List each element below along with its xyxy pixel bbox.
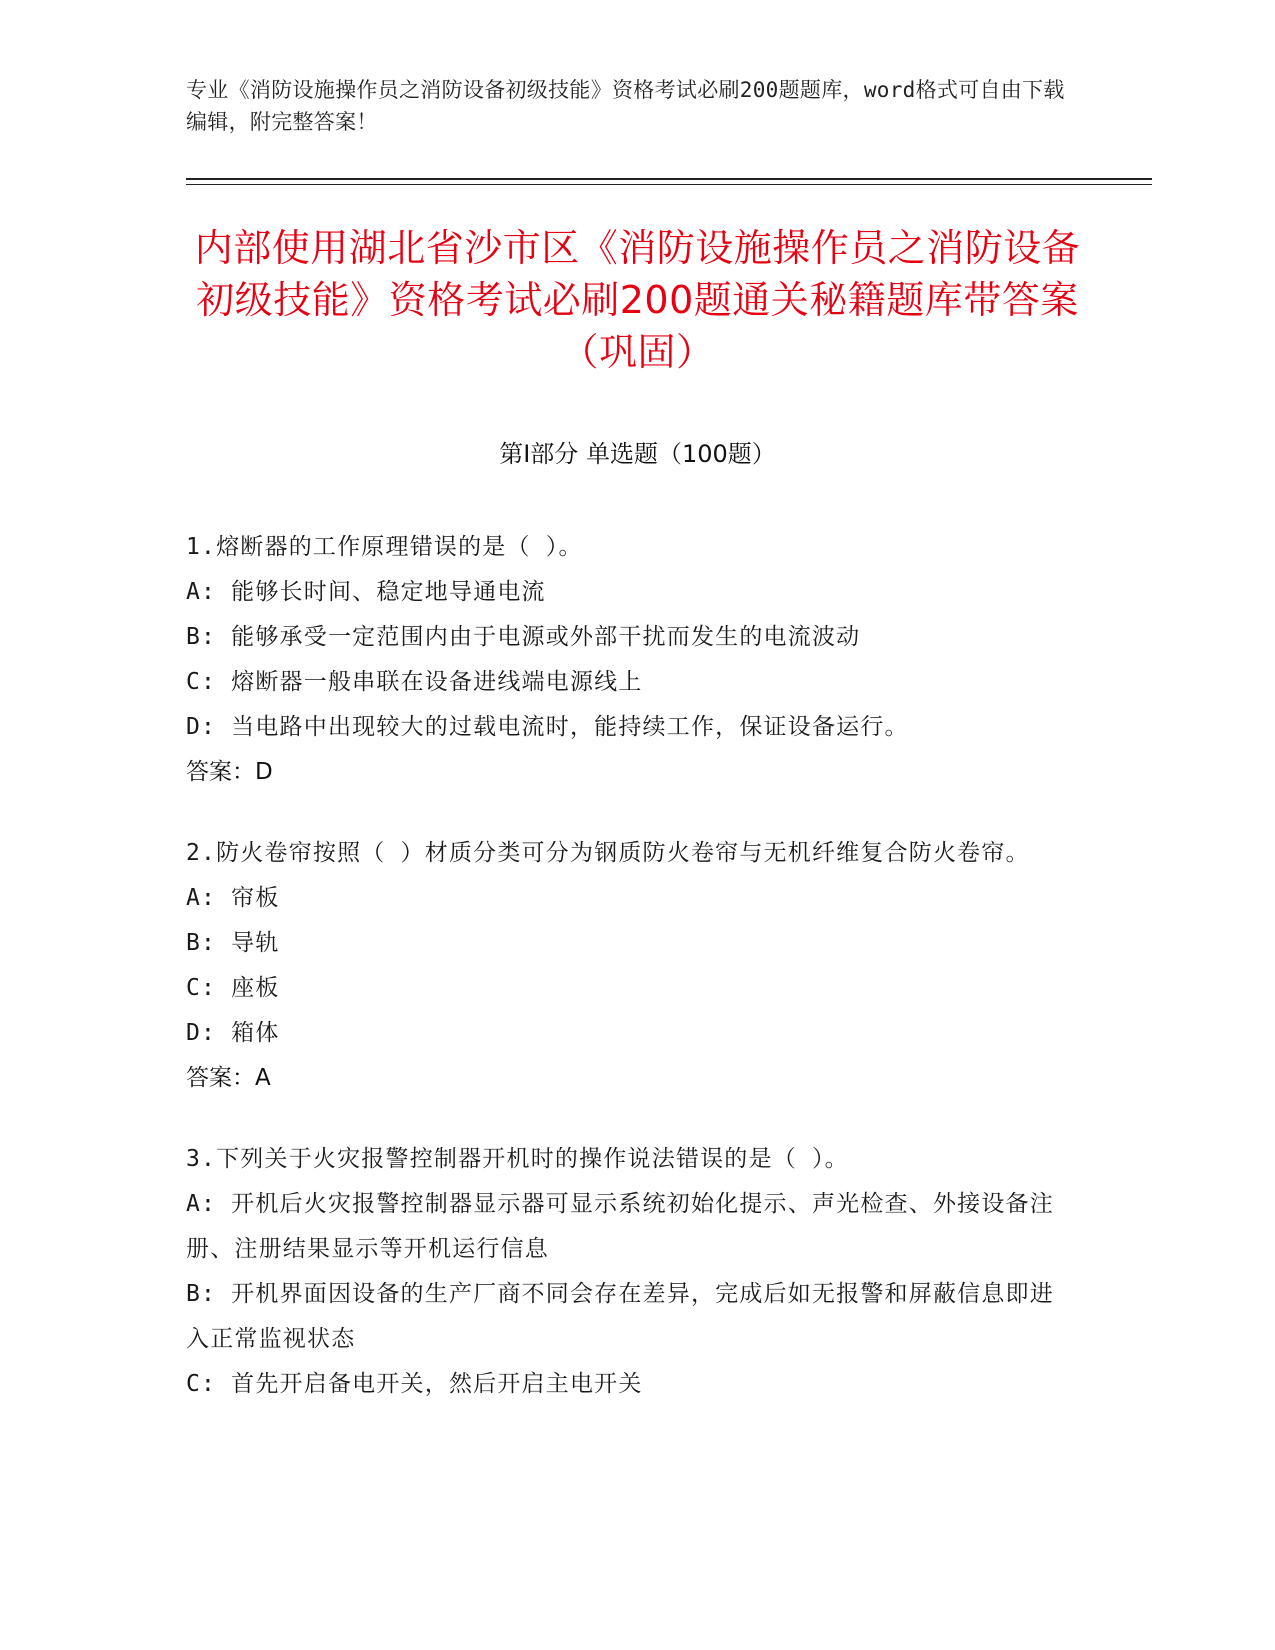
option-d: D: 箱体 [186, 1020, 280, 1046]
answer-line: 答案：D [186, 759, 273, 785]
question-list [186, 525, 1076, 1443]
header-divider [186, 178, 1152, 180]
section-heading: 第Ⅰ部分 单选题（100题） [499, 440, 776, 468]
option-c: C: 座板 [186, 975, 280, 1001]
question-stem: 3.下列关于火灾报警控制器开机时的操作说法错误的是（ ）。 [186, 1146, 849, 1172]
answer-line: 答案：A [186, 1065, 271, 1091]
question-stem: 1.熔断器的工作原理错误的是（ ）。 [186, 534, 583, 560]
option-d: D: 当电路中出现较大的过载电流时，能持续工作，保证设备运行。 [186, 714, 909, 740]
option-a: A: 开机后火灾报警控制器显示器可显示系统初始化提示、声光检查、外接设备注册、注册结果显示等开机运行信息 [186, 1191, 1054, 1262]
question-2 [186, 831, 1076, 1101]
option-a: A: 帘板 [186, 885, 280, 911]
option-b: B: 开机界面因设备的生产厂商不同会存在差异，完成后如无报警和屏蔽信息即进入正常监视状态 [186, 1281, 1054, 1352]
header-divider-thin [186, 184, 1152, 185]
option-b: B: 能够承受一定范围内由于电源或外部干扰而发生的电流波动 [186, 624, 861, 650]
question-3 [186, 1137, 1076, 1407]
header-note: 专业《消防设施操作员之消防设备初级技能》资格考试必刷200题题库，word格式可自由下载编辑，附完整答案！ [186, 78, 1065, 134]
option-c: C: 熔断器一般串联在设备进线端电源线上 [186, 669, 643, 695]
option-b: B: 导轨 [186, 930, 280, 956]
option-a: A: 能够长时间、稳定地导通电流 [186, 579, 546, 605]
option-c: C: 首先开启备电开关，然后开启主电开关 [186, 1371, 643, 1397]
document-title: 内部使用湖北省沙市区《消防设施操作员之消防设备初级技能》资格考试必刷200题通关秘籍题库带答案（巩固） [194, 226, 1081, 374]
question-1 [186, 525, 1076, 795]
question-stem: 2.防火卷帘按照（ ）材质分类可分为钢质防火卷帘与无机纤维复合防火卷帘。 [186, 840, 1030, 866]
